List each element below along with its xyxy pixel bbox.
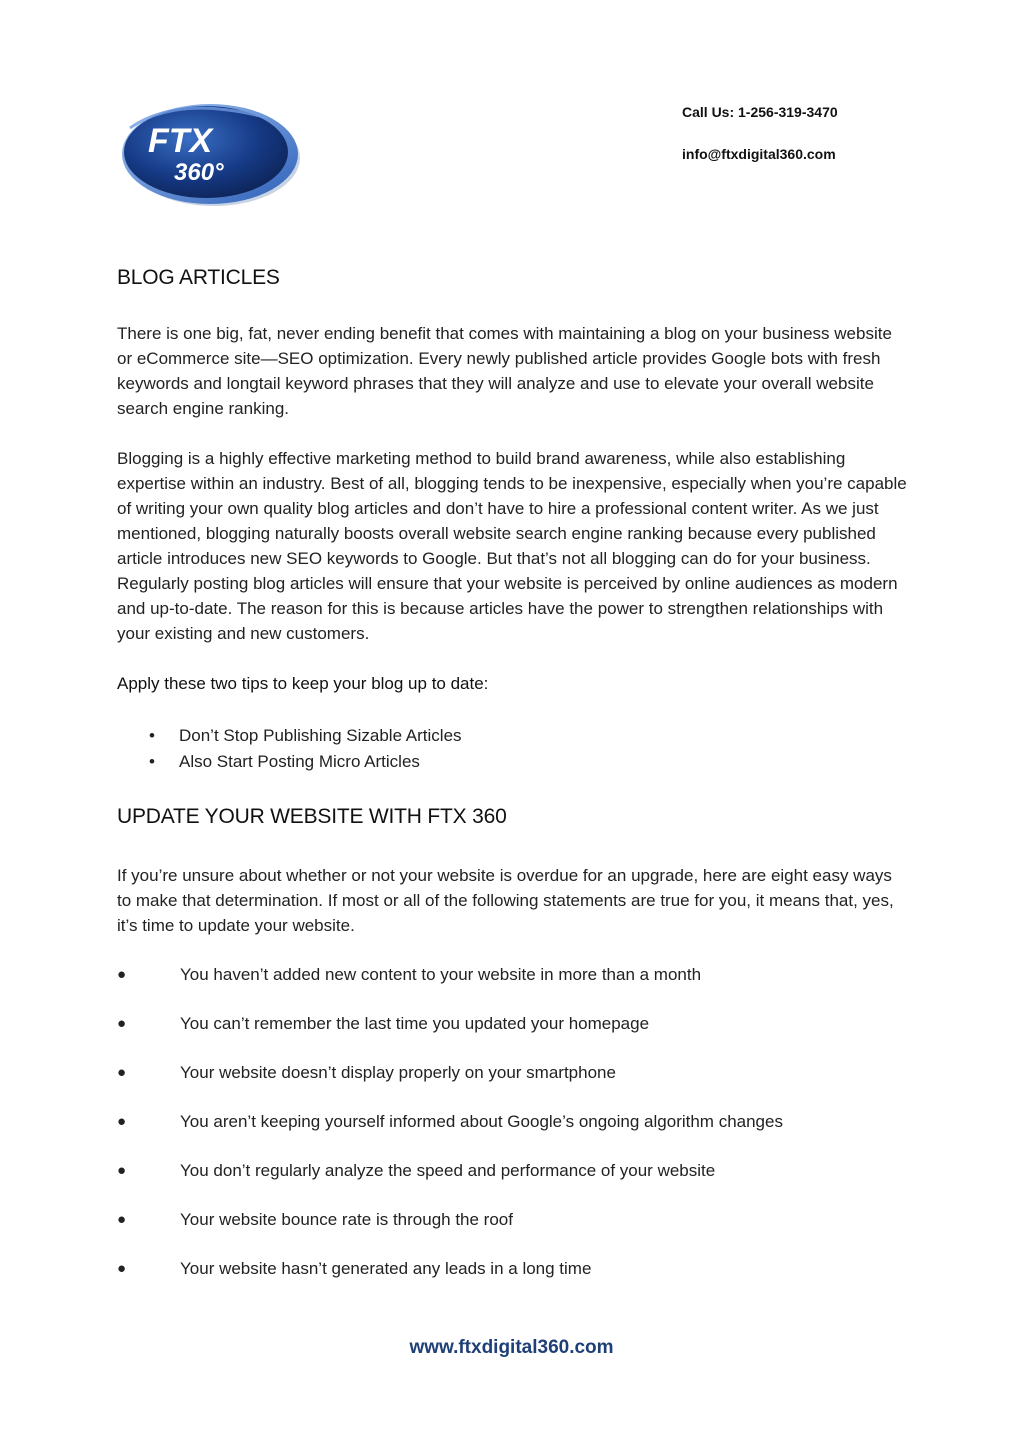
contact-block — [682, 104, 838, 162]
update-website-heading: UPDATE YOUR WEBSITE WITH FTX 360 — [117, 805, 507, 828]
main-content — [117, 266, 907, 1305]
bullet-icon: ● — [117, 1162, 127, 1179]
footer-website-link[interactable]: www.ftxdigital360.com — [409, 1337, 614, 1358]
blog-articles-heading: BLOG ARTICLES — [117, 266, 280, 289]
blog-paragraph-1: There is one big, fat, never ending benefit that comes with maintaining a blog on your business website or eCommerce site—SEO optimization. Every newly published article provides Google bots with fresh keywords and longtail keyword phrases that they will analyze and use to elevate your overall website search engine ranking. — [117, 324, 892, 418]
logo-graphic — [118, 100, 302, 208]
list-item — [117, 1060, 907, 1085]
bullet-icon: ● — [117, 1260, 127, 1277]
update-checklist — [117, 962, 907, 1281]
tips-list — [117, 723, 907, 775]
tips-heading: Apply these two tips to keep your blog up to date: — [117, 674, 489, 693]
bullet-icon: • — [149, 726, 155, 745]
email-address: info@ftxdigital360.com — [682, 146, 836, 162]
checklist-text: You aren’t keeping yourself informed about Google’s ongoing algorithm changes — [180, 1112, 783, 1131]
bullet-icon: ● — [117, 1064, 127, 1081]
tip-text: Also Start Posting Micro Articles — [179, 752, 420, 771]
blog-paragraph-2: Blogging is a highly effective marketing method to build brand awareness, while also establishing expertise within an industry. Best of all, blogging tends to be inexpensive, especially when you’re capable of writing your own quality blog articles and don’t have to hire a professional content writer. As we just mentioned, blogging naturally boosts overall website search engine ranking because every published article introduces new SEO keywords to Google. But that’s not all blogging can do for your business. Regularly posting blog articles will ensure that your website is perceived by online audiences as modern and up-to-date. The reason for this is because articles have the power to strengthen relationships with your existing and new customers. — [117, 449, 907, 643]
checklist-text: Your website bounce rate is through the roof — [180, 1210, 513, 1229]
bullet-icon: ● — [117, 1015, 127, 1032]
bullet-icon: • — [149, 752, 155, 771]
bullet-icon: ● — [117, 1211, 127, 1228]
list-item — [117, 962, 907, 987]
list-item — [117, 749, 907, 775]
logo-text-360: 360° — [174, 159, 224, 186]
update-paragraph-1: If you’re unsure about whether or not your website is overdue for an upgrade, here are eight easy ways to make that determination. If most or all of the following statements are true for you, it means that, yes, it’s time to update your website. — [117, 866, 894, 935]
list-item — [117, 1207, 907, 1232]
list-item — [117, 1109, 907, 1134]
ftx360-logo — [118, 100, 302, 208]
checklist-text: You haven’t added new content to your website in more than a month — [180, 965, 702, 984]
checklist-text: You can’t remember the last time you updated your homepage — [180, 1014, 650, 1033]
phone-number: Call Us: 1-256-319-3470 — [682, 104, 838, 120]
tip-text: Don’t Stop Publishing Sizable Articles — [179, 726, 462, 745]
list-item — [117, 1256, 907, 1281]
list-item — [117, 1158, 907, 1183]
checklist-text: You don’t regularly analyze the speed and performance of your website — [180, 1161, 716, 1180]
logo-text-ftx: FTX — [148, 122, 213, 160]
bullet-icon: ● — [117, 966, 127, 983]
checklist-text: Your website hasn’t generated any leads in a long time — [180, 1259, 592, 1278]
list-item — [117, 1011, 907, 1036]
checklist-text: Your website doesn’t display properly on your smartphone — [180, 1063, 616, 1082]
list-item — [117, 723, 907, 749]
bullet-icon: ● — [117, 1113, 127, 1130]
